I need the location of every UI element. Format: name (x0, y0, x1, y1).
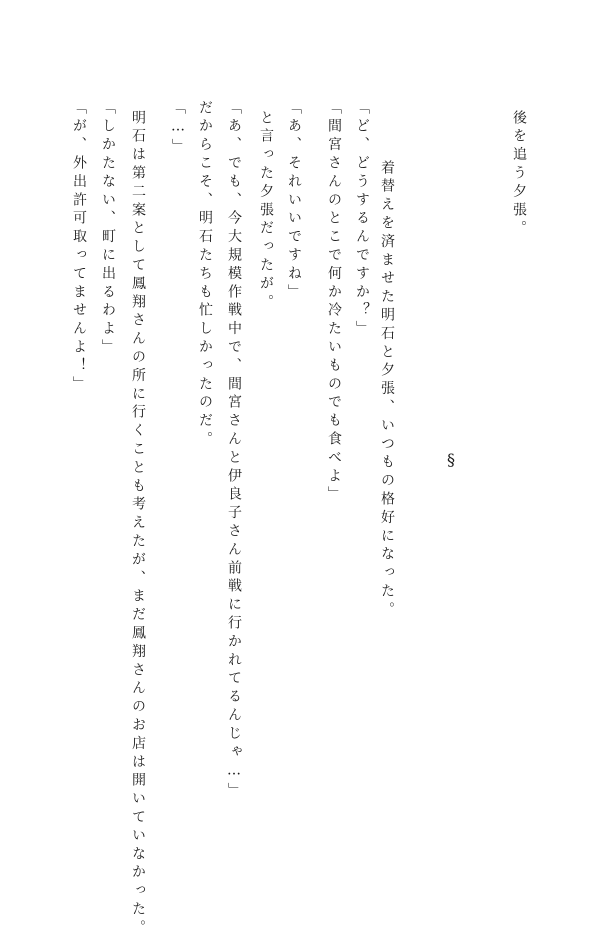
text-line-1: 後を追う夕張。 (511, 110, 527, 239)
text-line-2: 着替えを済ませた明石と夕張、いつもの格好になった。 (379, 160, 395, 620)
text-line-3: 「ど、どうするんですか？」 (354, 100, 370, 340)
text-line-7: 「あ、でも、今大規模作戦中で、間宮さんと伊良子さん前戦に行かれてるんじゃ…」 (226, 100, 242, 802)
text-line-10: 明石は第二案として鳳翔さんの所に行くことも考えたが、まだ鳳翔さんのお店は開いていなかった。 (130, 110, 146, 938)
text-line-5: 「あ、それいいですね」 (286, 100, 302, 303)
section-mark: § (447, 450, 455, 469)
text-line-8: だからこそ、明石たちも忙しかったのだ。 (197, 100, 213, 450)
text-line-11: 「しかたない、町に出るわよ」 (100, 100, 116, 358)
text-line-12: 「が、外出許可取ってませんよ！」 (71, 100, 87, 395)
text-line-6: と言った夕張だったが。 (258, 110, 274, 313)
text-line-9: 「…」 (170, 100, 186, 158)
text-line-4: 「間宮さんのとこで何か冷たいものでも食べよ」 (326, 100, 342, 505)
